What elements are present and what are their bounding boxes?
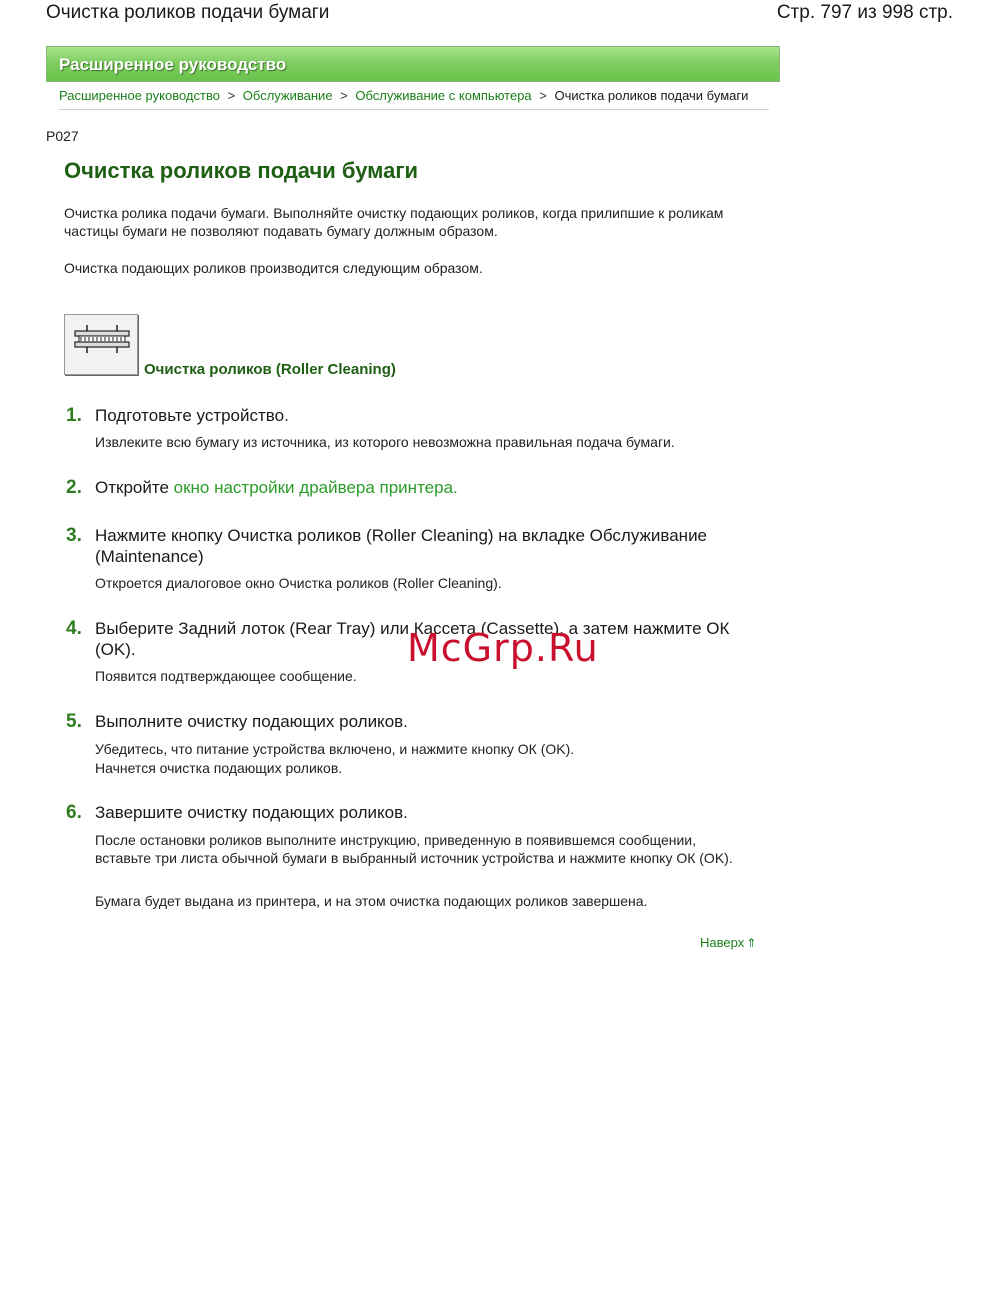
step-title: Нажмите кнопку Очистка роликов (Roller Cleaning) на вкладке Обслуживание (Maintenance) — [95, 526, 708, 566]
step-number: 1. — [66, 405, 82, 426]
banner-title: Расширенное руководство — [59, 55, 287, 74]
breadcrumb-separator: > — [340, 88, 348, 103]
step-title-prefix: Откройте — [95, 478, 174, 497]
step-description: После остановки роликов выполните инструкцию, приведенную в появившемся сообщении, вставьте три листа обычной бумаги в выбранный источник устройства и нажмите кнопку ОК (OK). — [95, 832, 733, 866]
page-title: Очистка роликов подачи бумаги — [64, 158, 419, 183]
breadcrumb-link-advanced-guide[interactable]: Расширенное руководство — [59, 88, 220, 103]
breadcrumb-separator: > — [539, 88, 547, 103]
roller-cleaning-icon — [64, 314, 138, 375]
breadcrumb-link-computer-maintenance[interactable]: Обслуживание с компьютера — [355, 88, 532, 103]
step-number: 4. — [66, 618, 82, 639]
step-description: Убедитесь, что питание устройства включено, и нажмите кнопку ОК (OK). — [95, 741, 575, 757]
step-description: Появится подтверждающее сообщение. — [95, 668, 357, 684]
back-to-top-link[interactable] — [700, 935, 756, 950]
step-description: Извлеките всю бумагу из источника, из которого невозможна правильная подача бумаги. — [95, 434, 675, 450]
step-title: Завершите очистку подающих роликов. — [95, 803, 408, 822]
step-description: Откроется диалоговое окно Очистка роликов (Roller Cleaning). — [95, 575, 502, 591]
step-title: Выполните очистку подающих роликов. — [95, 712, 408, 731]
step-number: 3. — [66, 525, 82, 546]
step-number: 5. — [66, 711, 82, 732]
step-description-2: Бумага будет выдана из принтера, и на этом очистка подающих роликов завершена. — [95, 893, 648, 909]
breadcrumb-link-maintenance[interactable]: Обслуживание — [242, 88, 333, 103]
page-code: P027 — [46, 128, 79, 144]
intro-paragraph: Очистка ролика подачи бумаги. Выполняйте очистку подающих роликов, когда прилипшие к роликам частицы бумаги не позволяют подавать бумагу должным образом. — [64, 205, 724, 239]
back-to-top-label: Наверх — [700, 935, 745, 950]
step-title — [95, 477, 755, 498]
document-title: Очистка роликов подачи бумаги — [46, 2, 330, 23]
intro-paragraph-2: Очистка подающих роликов производится следующим образом. — [64, 260, 483, 276]
breadcrumb — [59, 88, 769, 110]
driver-settings-link[interactable]: окно настройки драйвера принтера. — [173, 478, 458, 497]
step-number: 6. — [66, 802, 82, 823]
watermark: McGrp.Ru — [407, 626, 599, 670]
step-description-2: Начнется очистка подающих роликов. — [95, 760, 343, 776]
section-banner — [46, 46, 780, 82]
step-title: Подготовьте устройство. — [95, 406, 289, 425]
breadcrumb-separator: > — [227, 88, 236, 103]
arrow-up-icon: ⇑ — [746, 936, 757, 950]
step-title: Выберите Задний лоток (Rear Tray) или Кассета (Cassette), а затем нажмите ОК (OK). — [95, 619, 730, 659]
page-counter: Стр. 797 из 998 стр. — [776, 2, 953, 23]
step-number: 2. — [66, 477, 82, 498]
breadcrumb-current: Очистка роликов подачи бумаги — [554, 88, 749, 103]
roller-cleaning-caption: Очистка роликов (Roller Cleaning) — [144, 361, 396, 378]
